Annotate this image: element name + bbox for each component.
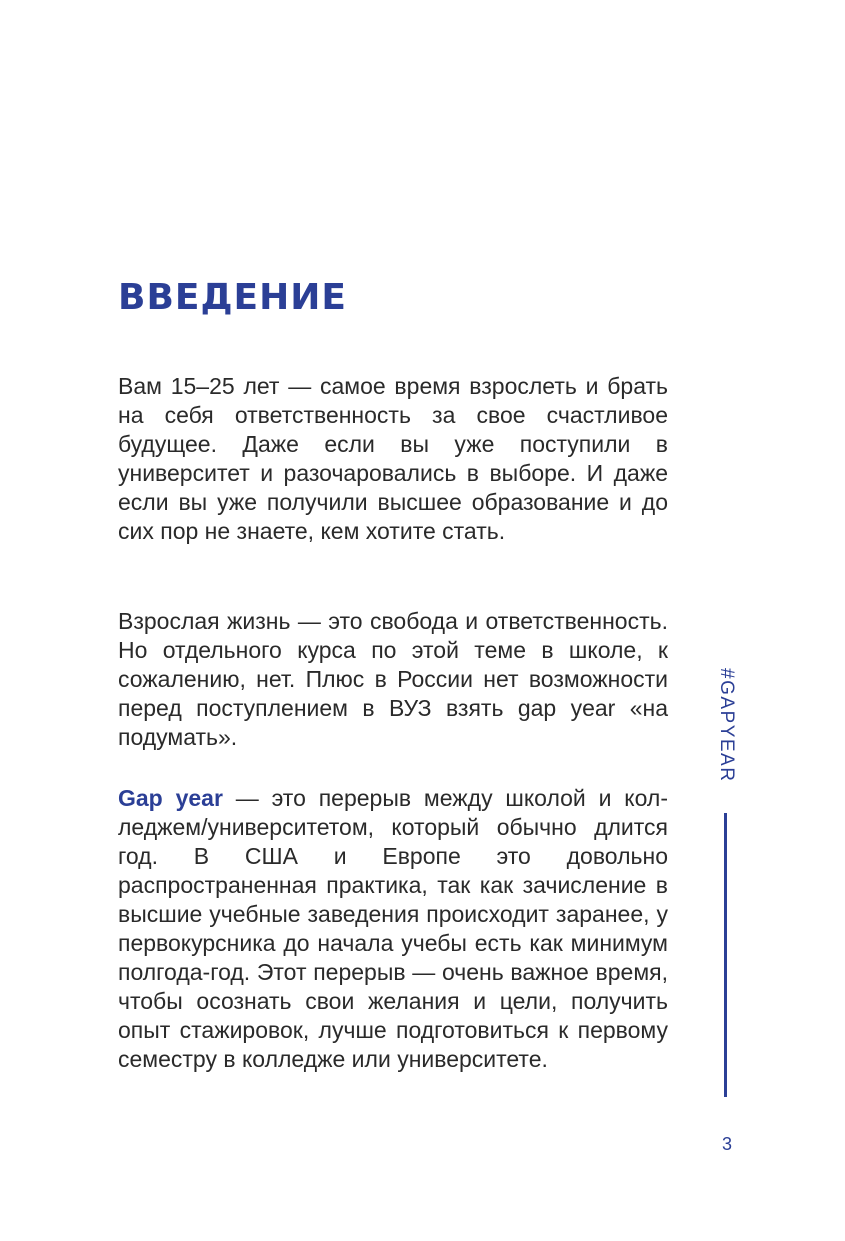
paragraph-adult-life: Взрослая жизнь — это свобода и ответственность. Но отдельного курса по этой теме в школе, к сожалению, нет. Плюс в России нет возможности перед поступлением в ВУЗ взять gap year «на подумать». (118, 608, 668, 750)
side-divider-line (724, 813, 727, 1097)
hashtag-side-label: #GAPYEAR (716, 668, 737, 783)
gap-year-definition: — это перерыв между школой и колледжем/университетом, который обычно длится год. В США и Европе это довольно распространенная практика, так как зачисление в высшие учебные заведения происходит заранее, у первокурсника до начала учебы есть как минимум полгода-год. Этот перерыв — очень важное время, чтобы осознать свои желания и цели, получить опыт стажировок, лучше подготовиться к первому семестру в колледже или университете. (118, 785, 668, 1072)
paragraph-intro: Вам 15–25 лет — самое время взрослеть и брать на себя ответственность за свое счастливое будущее. Даже если вы уже поступили в университет и разочаровались в выборе. И даже если вы уже получили высшее образование и до сих пор не знаете, кем хотите стать. (118, 373, 668, 544)
gap-year-term: Gap year (118, 785, 223, 811)
page-title: ВВЕДЕНИЕ (118, 277, 347, 318)
page-number: 3 (721, 1134, 732, 1154)
paragraph-gap-year (118, 784, 668, 1074)
